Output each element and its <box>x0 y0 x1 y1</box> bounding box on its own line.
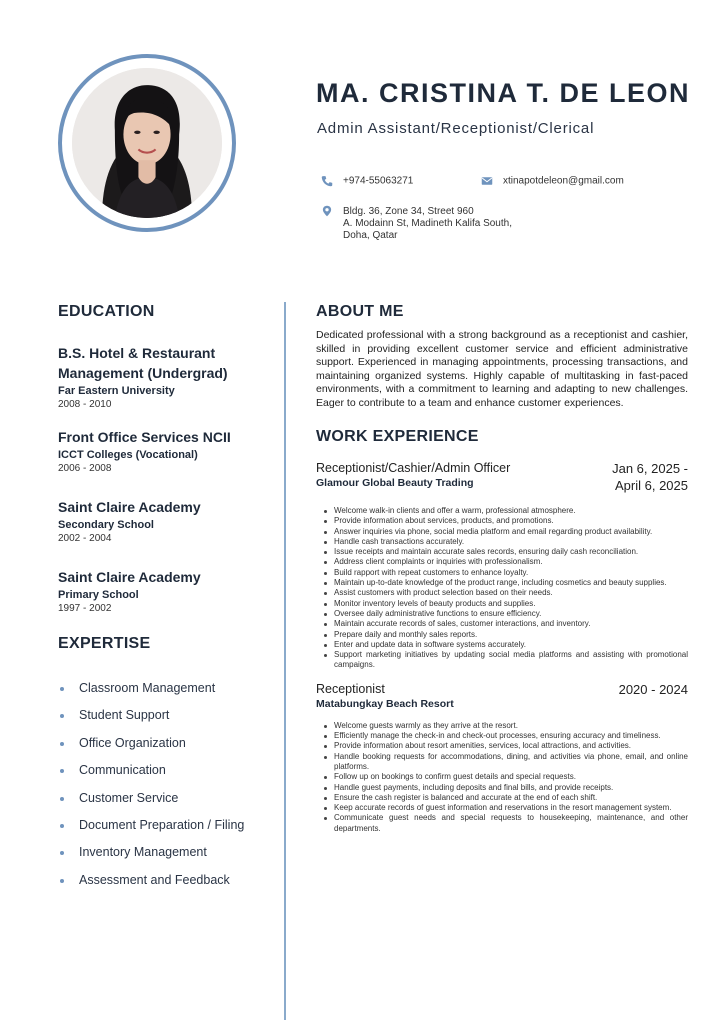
job-duty-item: Keep accurate records of guest information and reservations in the resort management system. <box>324 803 688 813</box>
job-header <box>316 681 688 711</box>
job-duty-item: Provide information about services, products, and promotions. <box>324 516 688 526</box>
job-date-start: Jan 6, 2025 - <box>612 461 688 476</box>
education-years: 2006 - 2008 <box>58 463 112 474</box>
bullet-dot-icon <box>60 687 64 691</box>
bullet-dot-icon <box>60 824 64 828</box>
address-lines <box>343 206 512 242</box>
education-item <box>58 497 273 545</box>
expertise-item <box>58 675 273 702</box>
portrait-image <box>72 68 222 218</box>
bullet-dot-icon <box>60 797 64 801</box>
expertise-label: Student Support <box>79 708 170 723</box>
education-item <box>58 343 273 411</box>
expertise-item <box>58 812 273 839</box>
job-duty-item: Answer inquiries via phone, social media platform and email regarding product availability. <box>324 527 688 537</box>
left-column <box>58 303 273 894</box>
job-duty-item: Welcome walk-in clients and offer a warm, professional atmosphere. <box>324 506 688 516</box>
bullet-dot-icon <box>60 851 64 855</box>
about-text: Dedicated professional with a strong background as a receptionist and cashier, skilled in providing excellent customer service and efficient administrative support. Experienced in managing appointments, processing transactions, and maintaining organized systems. Highly capable of multitasking in fast-paced environments, with a commitment to learning and adapting to new challenges. Eager to contribute to a team and enhance customer experiences. <box>316 329 688 409</box>
address-line: Doha, Qatar <box>343 230 398 241</box>
expertise-item <box>58 867 273 894</box>
bullet-dot-icon <box>60 714 64 718</box>
bullet-dot-icon <box>60 879 64 883</box>
about-title: ABOUT ME <box>316 303 404 320</box>
education-school: ICCT Colleges (Vocational) <box>58 449 198 461</box>
job-duty-item: Ensure the cash register is balanced and accurate at the end of each shift. <box>324 793 688 803</box>
job-title: Receptionist <box>316 681 385 696</box>
candidate-name: MA. CRISTINA T. DE LEON <box>316 78 691 108</box>
job-entry <box>316 681 688 834</box>
expertise-label: Customer Service <box>79 790 179 805</box>
education-list <box>58 343 273 615</box>
job-duty-item: Communicate guest needs and special requests to housekeeping, maintenance, and other departments. <box>324 813 688 834</box>
education-years: 2008 - 2010 <box>58 399 112 410</box>
job-heading <box>316 681 454 711</box>
contact-phone <box>321 175 413 187</box>
expertise-title: EXPERTISE <box>58 635 151 652</box>
phone-number: +974-55063271 <box>343 175 414 187</box>
contact-email <box>481 175 624 187</box>
email-icon <box>481 175 493 187</box>
right-column <box>316 303 688 834</box>
expertise-item <box>58 702 273 729</box>
education-title: EDUCATION <box>58 303 155 320</box>
job-duty-item: Follow up on bookings to confirm guest details and special requests. <box>324 772 688 782</box>
expertise-label: Document Preparation / Filing <box>79 818 245 833</box>
email-address: xtinapotdeleon@gmail.com <box>503 175 624 187</box>
job-duty-item: Monitor inventory levels of beauty products and supplies. <box>324 599 688 609</box>
bullet-dot-icon <box>60 769 64 773</box>
job-duty-item: Maintain accurate records of sales, customer interactions, and inventory. <box>324 619 688 629</box>
job-duty-item: Handle cash transactions accurately. <box>324 537 688 547</box>
phone-icon <box>321 175 333 187</box>
expertise-item <box>58 785 273 812</box>
education-degree: Saint Claire Academy <box>58 569 201 585</box>
job-duty-item: Issue receipts and maintain accurate sales records, ensuring daily cash reconciliation. <box>324 547 688 557</box>
expertise-item <box>58 757 273 784</box>
job-date-start: 2020 - 2024 <box>618 681 688 697</box>
job-date-end: April 6, 2025 <box>615 478 688 493</box>
expertise-label: Communication <box>79 763 166 778</box>
education-degree: B.S. Hotel & Restaurant Management (Undergrad) <box>58 345 228 381</box>
job-duty-item: Handle booking requests for accommodations, dining, and activities via phone, email, and online platforms. <box>324 752 688 773</box>
job-duty-item: Handle guest payments, including deposits and final bills, and provide receipts. <box>324 783 688 793</box>
job-duty-item: Assist customers with product selection based on their needs. <box>324 588 688 598</box>
address-line: Bldg. 36, Zone 34, Street 960 <box>343 206 474 217</box>
expertise-label: Assessment and Feedback <box>79 872 230 887</box>
work-experience-title: WORK EXPERIENCE <box>316 428 479 445</box>
job-duty-item: Prepare daily and monthly sales reports. <box>324 630 688 640</box>
location-pin-icon <box>321 205 333 217</box>
expertise-list <box>58 675 273 894</box>
education-item <box>58 427 273 475</box>
job-header <box>316 460 688 494</box>
job-duty-item: Enter and update data in software systems accurately. <box>324 640 688 650</box>
job-duty-item: Address client complaints or inquiries with professionalism. <box>324 557 688 567</box>
contact-address <box>321 205 561 242</box>
job-duty-item: Support marketing initiatives by updating social media platforms and assisting with promotional campaigns. <box>324 650 688 671</box>
education-years: 1997 - 2002 <box>58 603 112 614</box>
job-duties <box>324 721 688 834</box>
job-duty-item: Provide information about resort amenities, services, local attractions, and activities. <box>324 741 688 751</box>
job-dates <box>612 460 688 494</box>
education-school: Secondary School <box>58 519 154 531</box>
job-company: Glamour Global Beauty Trading <box>316 477 474 489</box>
expertise-label: Classroom Management <box>79 681 216 695</box>
profile-photo-frame <box>58 54 236 232</box>
education-school: Far Eastern University <box>58 385 175 397</box>
job-heading <box>316 460 510 490</box>
expertise-item <box>58 730 273 757</box>
job-company: Matabungkay Beach Resort <box>316 697 454 710</box>
column-divider <box>284 302 286 1020</box>
job-duty-item: Oversee daily administrative functions to ensure efficiency. <box>324 609 688 619</box>
expertise-label: Office Organization <box>79 735 186 750</box>
job-duty-item: Maintain up-to-date knowledge of the product range, including cosmetics and beauty supplies. <box>324 578 688 588</box>
address-line: A. Modainn St, Madineth Kalifa South, <box>343 218 512 229</box>
education-degree: Saint Claire Academy <box>58 499 201 515</box>
expertise-item <box>58 839 273 866</box>
job-duty-item: Efficiently manage the check-in and check-out processes, ensuring accuracy and timeliness. <box>324 731 688 741</box>
job-entry <box>316 460 688 671</box>
profile-photo <box>72 68 222 218</box>
job-title: Receptionist/Cashier/Admin Officer <box>316 461 511 475</box>
education-degree: Front Office Services NCII <box>58 429 231 445</box>
job-duties <box>324 506 688 671</box>
job-duty-item: Build rapport with repeat customers to enhance loyalty. <box>324 568 688 578</box>
education-item <box>58 567 273 615</box>
expertise-label: Inventory Management <box>79 845 207 860</box>
education-school: Primary School <box>58 589 139 601</box>
education-years: 2002 - 2004 <box>58 533 112 544</box>
job-duty-item: Welcome guests warmly as they arrive at the resort. <box>324 721 688 731</box>
candidate-role: Admin Assistant/Receptionist/Clerical <box>317 120 595 137</box>
job-dates <box>619 681 688 698</box>
bullet-dot-icon <box>60 742 64 746</box>
